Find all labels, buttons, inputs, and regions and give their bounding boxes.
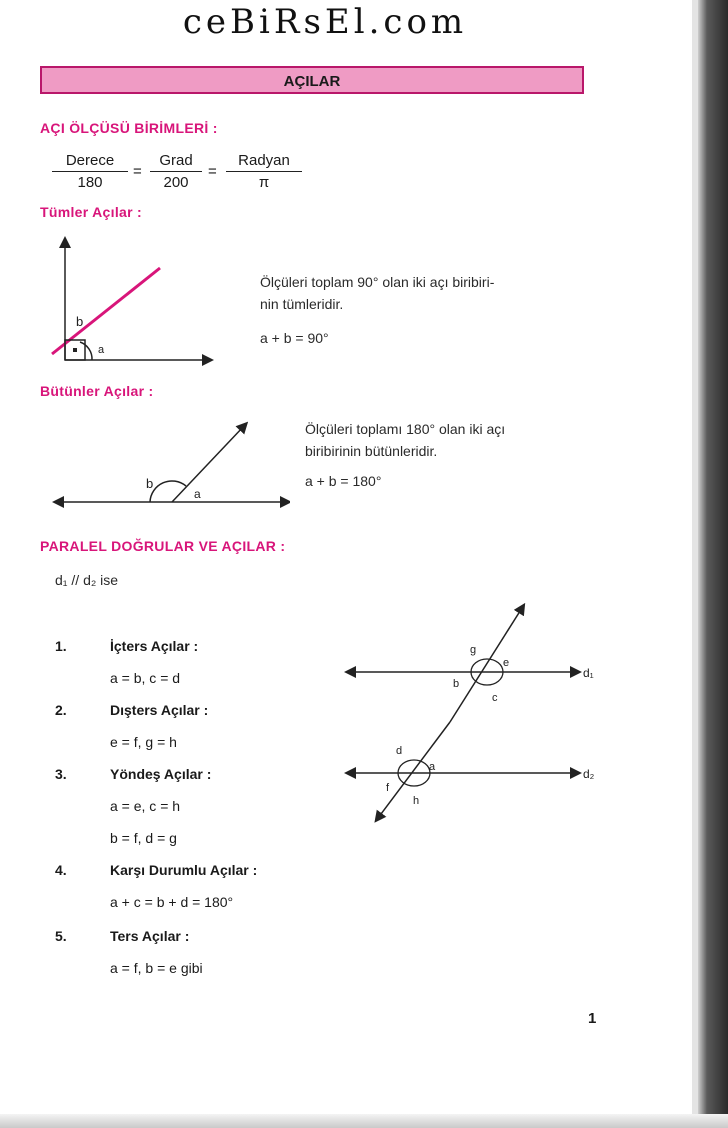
page-bottom-shade: [0, 1114, 728, 1128]
supplementary-heading: Bütünler Açılar :: [40, 383, 154, 399]
angle-arc: [150, 481, 186, 502]
label-c: c: [492, 692, 498, 704]
book-spine-edge: [698, 0, 728, 1128]
magenta-ray: [52, 268, 160, 354]
fraction-grad: [150, 152, 202, 191]
fraction-radyan: [226, 152, 302, 191]
item-equation: a = b, c = d: [110, 670, 181, 686]
complementary-angle-diagram: [40, 232, 220, 372]
equals-sign: =: [208, 163, 217, 180]
fraction-denominator: π: [258, 174, 270, 191]
angle-a-arc: [80, 342, 92, 360]
complementary-text-line2: nin tümleridir.: [260, 296, 344, 312]
item-equation: a = e, c = h: [110, 798, 181, 814]
supplementary-angle-diagram: [50, 416, 290, 516]
right-angle-dot: [73, 348, 77, 352]
title-banner: [40, 66, 584, 94]
item-equation: b = f, d = g: [110, 830, 177, 846]
units-heading: AÇI ÖLÇÜSÜ BİRİMLERİ :: [40, 120, 218, 136]
fraction-denominator: 200: [163, 174, 189, 191]
fraction-denominator: 180: [77, 174, 103, 191]
item-equation: a = f, b = e gibi: [110, 960, 203, 976]
label-d2: d₂: [583, 767, 595, 781]
label-e: e: [503, 657, 510, 669]
supplementary-text-line2: biribirinin bütünleridir.: [305, 443, 438, 459]
label-a: a: [98, 344, 105, 356]
item-equation: a + c = b + d = 180°: [110, 894, 234, 910]
label-a: a: [194, 487, 201, 501]
item-equation: e = f, g = h: [110, 734, 177, 750]
item-number: 3.: [55, 766, 67, 782]
parallel-condition: d₁ // d₂ ise: [55, 572, 119, 588]
complementary-formula: a + b = 90°: [260, 330, 329, 346]
item-number: 4.: [55, 862, 67, 878]
page-number: 1: [588, 1010, 597, 1027]
label-b: b: [146, 476, 154, 491]
supplementary-text-line1: Ölçüleri toplamı 180° olan iki açı: [305, 421, 506, 437]
fraction-numerator: Derece: [52, 152, 128, 172]
item-title-karsi-durumlu: Karşı Durumlu Açılar :: [110, 862, 258, 878]
complementary-heading: Tümler Açılar :: [40, 204, 143, 220]
parallel-lines-diagram: [340, 600, 600, 830]
label-g: g: [470, 644, 477, 656]
label-h: h: [413, 795, 420, 807]
equals-sign: =: [133, 163, 142, 180]
item-number: 2.: [55, 702, 67, 718]
label-f: f: [386, 782, 390, 794]
fraction-derece: [52, 152, 128, 191]
transversal-up: [450, 608, 522, 722]
item-title-ters: Ters Açılar :: [110, 928, 190, 944]
parallel-heading: PARALEL DOĞRULAR VE AÇILAR :: [40, 538, 286, 554]
slanted-ray: [172, 426, 244, 502]
supplementary-formula: a + b = 180°: [305, 473, 382, 489]
fraction-numerator: Radyan: [226, 152, 302, 172]
label-a: a: [429, 761, 436, 773]
label-b: b: [453, 678, 460, 690]
page-title: AÇILAR: [283, 73, 341, 90]
watermark: cеBiRsEl.com: [182, 2, 468, 42]
item-number: 5.: [55, 928, 67, 944]
item-title-yondes: Yöndeş Açılar :: [110, 766, 212, 782]
label-b: b: [76, 314, 84, 329]
item-title-icters: İçters Açılar :: [110, 638, 199, 654]
complementary-text-line1: Ölçüleri toplam 90° olan iki açı biribiri-: [260, 274, 495, 290]
label-d1: d₁: [583, 666, 594, 680]
label-d: d: [396, 745, 403, 757]
fraction-numerator: Grad: [150, 152, 202, 172]
item-title-disters: Dışters Açılar :: [110, 702, 209, 718]
item-number: 1.: [55, 638, 67, 654]
